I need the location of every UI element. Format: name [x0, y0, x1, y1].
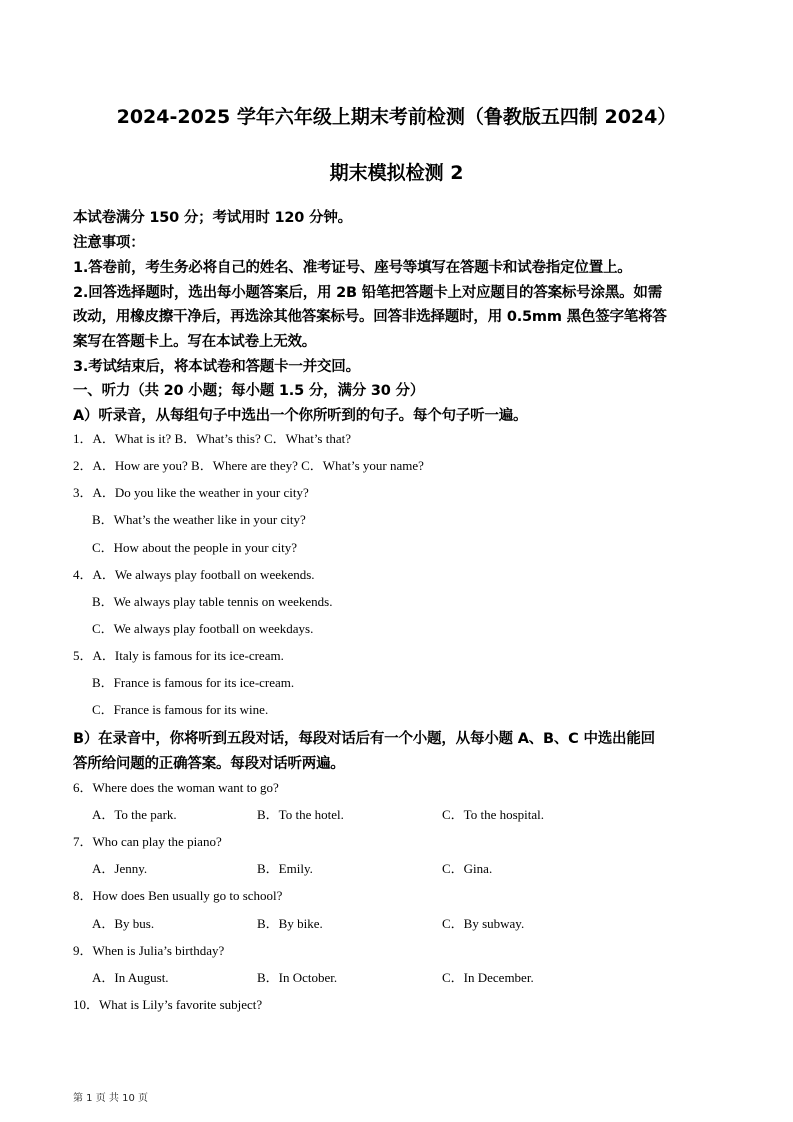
- question-6-option-a: A．To the park.: [92, 807, 177, 822]
- question-4-option-b: B．We always play table tennis on weekends.: [92, 594, 333, 609]
- question-2: 2．A．How are you? B．Where are they? C．What’s your name?: [73, 458, 424, 473]
- part-b-heading-line1: B）在录音中，你将听到五段对话，每段对话后有一个小题，从每小题 A、B、C 中选出能回: [73, 731, 655, 747]
- question-5-option-b: B．France is famous for its ice-cream.: [92, 675, 295, 690]
- question-9-option-b: B．In October.: [257, 970, 338, 985]
- question-3: 3．A．Do you like the weather in your city?: [73, 485, 309, 500]
- question-8-option-c: C．By subway.: [442, 916, 525, 931]
- exam-subtitle: 期末模拟检测 2: [329, 162, 464, 184]
- question-9-option-a: A．In August.: [92, 970, 169, 985]
- question-8-option-a: A．By bus.: [92, 916, 155, 931]
- question-6: 6．Where does the woman want to go?: [73, 780, 279, 795]
- part-a-heading: A）听录音，从每组句子中选出一个你所听到的句子。每个句子听一遍。: [73, 408, 528, 424]
- question-6-option-b: B．To the hotel.: [257, 807, 344, 822]
- exam-title: 2024-2025 学年六年级上期末考前检测（鲁教版五四制 2024）: [116, 106, 677, 128]
- part-b-heading-line2: 答所给问题的正确答案。每段对话听两遍。: [73, 756, 345, 772]
- instruction-2c: 案写在答题卡上。写在本试卷上无效。: [73, 334, 317, 350]
- question-8: 8．How does Ben usually go to school?: [73, 888, 283, 903]
- instruction-2a: 2.回答选择题时，选出每小题答案后，用 2B 铅笔把答题卡上对应题目的答案标号涂黑。如需: [73, 285, 663, 301]
- instruction-3: 3.考试结束后，将本试卷和答题卡一并交回。: [73, 359, 360, 375]
- question-4: 4．A．We always play football on weekends.: [73, 567, 315, 582]
- question-5: 5．A．Italy is famous for its ice-cream.: [73, 648, 284, 663]
- instruction-2b: 改动，用橡皮擦干净后，再选涂其他答案标号。回答非选择题时，用 0.5mm 黑色签字笔将答: [73, 309, 667, 325]
- question-9: 9．When is Julia’s birthday?: [73, 943, 225, 958]
- instruction-score: 本试卷满分 150 分；考试用时 120 分钟。: [73, 210, 352, 226]
- page-number: 第 1 页 共 10 页: [73, 1093, 148, 1104]
- question-5-option-c: C．France is famous for its wine.: [92, 702, 269, 717]
- question-6-option-c: C．To the hospital.: [442, 807, 545, 822]
- question-3-option-c: C．How about the people in your city?: [92, 540, 298, 555]
- instruction-1: 1.答卷前，考生务必将自己的姓名、准考证号、座号等填写在答题卡和试卷指定位置上。: [73, 260, 632, 276]
- question-1: 1．A．What is it? B．What’s this? C．What’s that?: [73, 431, 352, 446]
- question-8-option-b: B．By bike.: [257, 916, 323, 931]
- question-4-option-c: C．We always play football on weekdays.: [92, 621, 314, 636]
- question-9-option-c: C．In December.: [442, 970, 534, 985]
- instruction-notes-heading: 注意事项：: [73, 235, 145, 251]
- question-7-option-c: C．Gina.: [442, 861, 493, 876]
- question-7-option-b: B．Emily.: [257, 861, 313, 876]
- section-heading: 一、听力（共 20 小题；每小题 1.5 分，满分 30 分）: [73, 383, 425, 399]
- question-7: 7．Who can play the piano?: [73, 834, 222, 849]
- question-3-option-b: B．What’s the weather like in your city?: [92, 512, 306, 527]
- question-10: 10．What is Lily’s favorite subject?: [73, 997, 263, 1012]
- question-7-option-a: A．Jenny.: [92, 861, 148, 876]
